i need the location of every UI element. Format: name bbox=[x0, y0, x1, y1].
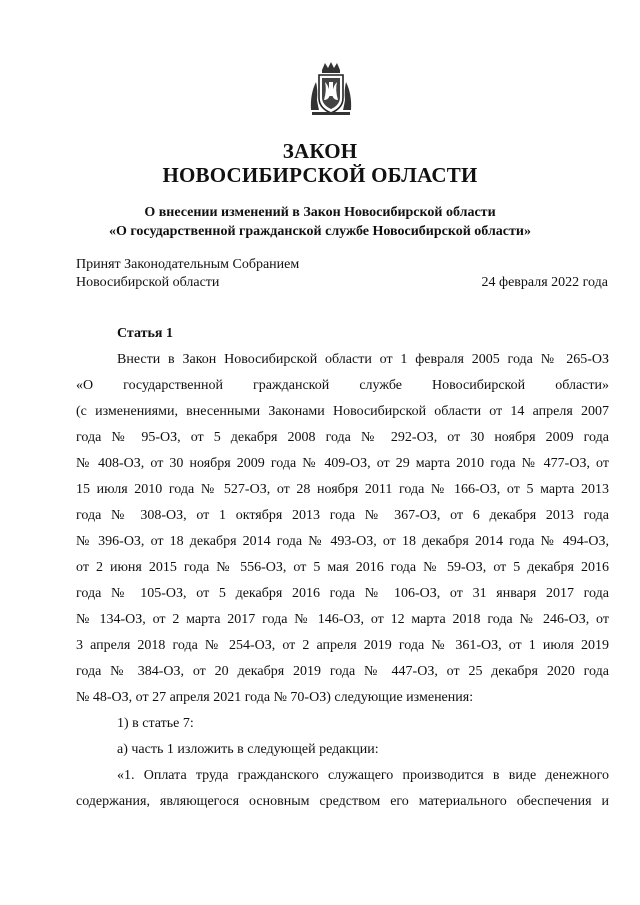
article-heading: Статья 1 bbox=[117, 326, 173, 341]
body-line: а) часть 1 изложить в следующей редакции: bbox=[117, 742, 379, 757]
document-subtitle-line1: О внесении изменений в Закон Новосибирской области bbox=[144, 205, 496, 220]
body-line: «1. Оплата труда гражданского служащего производится в виде денежного bbox=[117, 768, 609, 783]
adoption-line2: Новосибирской области bbox=[76, 275, 220, 290]
body-line: года № 95-ОЗ, от 5 декабря 2008 года № 292-ОЗ, от 30 ноября 2009 года bbox=[76, 430, 609, 445]
document-subtitle-line2: «О государственной гражданской службе Новосибирской области» bbox=[109, 224, 531, 239]
coat-of-arms-icon bbox=[308, 60, 354, 118]
body-line: содержания, являющегося основным средством его материального обеспечения и bbox=[76, 794, 609, 809]
body-line: № 134-ОЗ, от 2 марта 2017 года № 146-ОЗ, от 12 марта 2018 года № 246-ОЗ, от bbox=[76, 612, 609, 627]
body-line: № 48-ОЗ, от 27 апреля 2021 года № 70-ОЗ) следующие изменения: bbox=[76, 690, 474, 705]
body-line: 15 июля 2010 года № 527-ОЗ, от 28 ноября 2011 года № 166-ОЗ, от 5 марта 2013 bbox=[76, 482, 609, 497]
body-line: (с изменениями, внесенными Законами Новосибирской области от 14 апреля 2007 bbox=[76, 404, 609, 419]
body-line: от 2 июня 2015 года № 556-ОЗ, от 5 мая 2016 года № 59-ОЗ, от 5 декабря 2016 bbox=[76, 560, 609, 575]
body-line: № 408-ОЗ, от 30 ноября 2009 года № 409-ОЗ, от 29 марта 2010 года № 477-ОЗ, от bbox=[76, 456, 609, 471]
body-line: Внести в Закон Новосибирской области от 1 февраля 2005 года № 265-ОЗ bbox=[117, 352, 609, 367]
body-line: «О государственной гражданской службе Новосибирской области» bbox=[76, 378, 609, 393]
body-line: года № 308-ОЗ, от 1 октября 2013 года № 367-ОЗ, от 6 декабря 2013 года bbox=[76, 508, 609, 523]
adoption-line1: Принят Законодательным Собранием bbox=[76, 257, 300, 272]
adoption-date: 24 февраля 2022 года bbox=[481, 275, 608, 290]
document-title-line2: НОВОСИБИРСКОЙ ОБЛАСТИ bbox=[162, 163, 478, 187]
document-title-line1: ЗАКОН bbox=[282, 139, 358, 163]
body-line: 3 апреля 2018 года № 254-ОЗ, от 2 апреля 2019 года № 361-ОЗ, от 1 июля 2019 bbox=[76, 638, 609, 653]
body-line: года № 384-ОЗ, от 20 декабря 2019 года № 447-ОЗ, от 25 декабря 2020 года bbox=[76, 664, 609, 679]
body-line: 1) в статье 7: bbox=[117, 716, 194, 731]
body-line: № 396-ОЗ, от 18 декабря 2014 года № 493-ОЗ, от 18 декабря 2014 года № 494-ОЗ, bbox=[76, 534, 609, 549]
body-line: года № 105-ОЗ, от 5 декабря 2016 года № 106-ОЗ, от 31 января 2017 года bbox=[76, 586, 609, 601]
